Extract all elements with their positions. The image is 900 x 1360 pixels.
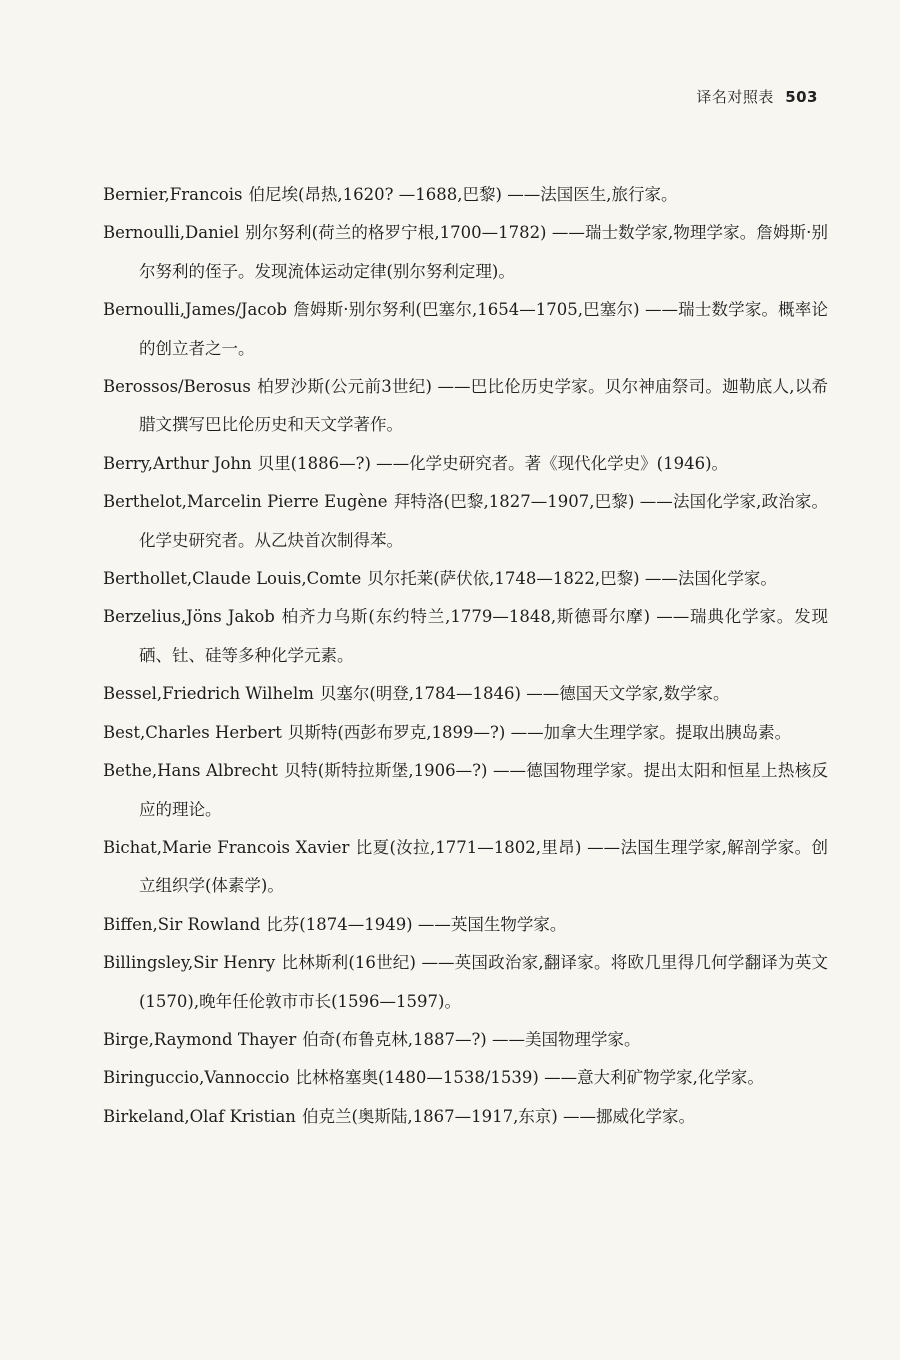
glossary-entry bbox=[103, 752, 828, 829]
entry-description: ——法国医生,旅行家。 bbox=[507, 185, 678, 204]
entry-description: ——英国政治家,翻译家。将欧几里得几何学翻译为英文(1570),晚年任伦敦市市长(1596—1597)。 bbox=[139, 953, 829, 1011]
glossary-entry bbox=[103, 214, 828, 291]
glossary-entry bbox=[103, 368, 828, 445]
entry-description: ——英国生物学家。 bbox=[417, 914, 567, 934]
entry-description: ——德国物理学家。提出太阳和恒星上热核反应的理论。 bbox=[139, 761, 828, 819]
entry-english-name: Birge,Raymond Thayer bbox=[103, 1029, 297, 1049]
entry-english-name: Berthelot,Marcelin Pierre Eugène bbox=[103, 492, 388, 512]
entry-description: ——巴比伦历史学家。贝尔神庙祭司。迦勒底人,以希腊文撰写巴比伦历史和天文学著作。 bbox=[139, 377, 829, 435]
entry-english-name: Best,Charles Herbert bbox=[103, 722, 282, 742]
entry-description: ——美国物理学家。 bbox=[492, 1029, 641, 1049]
entry-chinese-name: 贝塞尔(明登,1784—1846) bbox=[319, 684, 521, 704]
entry-description: ——瑞士数学家。概率论的创立者之一。 bbox=[139, 300, 829, 358]
entry-english-name: Bichat,Marie Francois Xavier bbox=[103, 837, 350, 857]
entry-english-name: Berossos/Berosus bbox=[103, 377, 251, 397]
glossary-entry bbox=[103, 483, 828, 560]
glossary-entry-list bbox=[103, 176, 828, 1136]
entry-english-name: Biringuccio,Vannoccio bbox=[103, 1068, 290, 1088]
entry-description: ——化学史研究者。著《现代化学史》(1946)。 bbox=[376, 453, 729, 473]
glossary-entry bbox=[103, 1021, 828, 1059]
glossary-entry bbox=[103, 829, 828, 906]
entry-chinese-name: 詹姆斯·别尔努利(巴塞尔,1654—1705,巴塞尔) bbox=[293, 300, 640, 320]
entry-chinese-name: 贝里(1886—?) bbox=[257, 453, 371, 473]
entry-chinese-name: 比林斯利(16世纪) bbox=[281, 953, 416, 973]
entry-english-name: Birkeland,Olaf Kristian bbox=[103, 1106, 296, 1126]
glossary-entry bbox=[103, 944, 828, 1021]
entry-chinese-name: 贝斯特(西彭布罗克,1899—?) bbox=[287, 722, 506, 742]
entry-english-name: Bernoulli,Daniel bbox=[103, 223, 240, 243]
entry-chinese-name: 别尔努利(荷兰的格罗宁根,1700—1782) bbox=[245, 223, 547, 243]
entry-chinese-name: 比林格塞奥(1480—1538/1539) bbox=[295, 1068, 539, 1088]
entry-chinese-name: 伯尼埃(昂热,1620? —1688,巴黎) bbox=[248, 185, 502, 204]
glossary-entry bbox=[103, 906, 828, 944]
entry-chinese-name: 柏罗沙斯(公元前3世纪) bbox=[256, 377, 432, 397]
entry-description: ——加拿大生理学家。提取出胰岛素。 bbox=[510, 722, 792, 742]
glossary-entry bbox=[103, 1098, 828, 1136]
entry-chinese-name: 伯克兰(奥斯陆,1867—1917,东京) bbox=[301, 1106, 558, 1126]
entry-chinese-name: 拜特洛(巴黎,1827—1907,巴黎) bbox=[393, 492, 635, 512]
entry-english-name: Berzelius,Jöns Jakob bbox=[103, 607, 275, 627]
glossary-entry bbox=[103, 598, 828, 675]
glossary-entry bbox=[103, 291, 828, 368]
entry-english-name: Berry,Arthur John bbox=[103, 453, 252, 473]
entry-chinese-name: 柏齐力乌斯(东约特兰,1779—1848,斯德哥尔摩) bbox=[280, 607, 651, 627]
glossary-entry bbox=[103, 176, 828, 214]
entry-description: ——意大利矿物学家,化学家。 bbox=[544, 1068, 764, 1088]
entry-description: ——德国天文学家,数学家。 bbox=[526, 684, 730, 704]
entry-english-name: Biffen,Sir Rowland bbox=[103, 914, 261, 934]
entry-chinese-name: 比芬(1874—1949) bbox=[266, 914, 413, 934]
glossary-entry bbox=[103, 714, 828, 752]
entry-english-name: Bernoulli,James/Jacob bbox=[103, 300, 288, 320]
entry-english-name: Bethe,Hans Albrecht bbox=[103, 761, 278, 781]
entry-chinese-name: 比夏(汝拉,1771—1802,里昂) bbox=[355, 837, 582, 857]
entry-description: ——瑞士数学家,物理学家。詹姆斯·别尔努利的侄子。发现流体运动定律(别尔努利定理)。 bbox=[139, 223, 828, 281]
entry-description: ——挪威化学家。 bbox=[563, 1106, 696, 1126]
running-header bbox=[696, 86, 818, 107]
entry-english-name: Berthollet,Claude Louis,Comte bbox=[103, 569, 362, 589]
entry-description: ——法国生理学家,解剖学家。创立组织学(体素学)。 bbox=[139, 837, 828, 896]
glossary-entry bbox=[103, 1059, 828, 1097]
entry-chinese-name: 伯奇(布鲁克林,1887—?) bbox=[302, 1029, 487, 1049]
glossary-entry bbox=[103, 675, 828, 713]
entry-chinese-name: 贝尔托莱(萨伏依,1748—1822,巴黎) bbox=[367, 569, 640, 589]
entry-english-name: Bessel,Friedrich Wilhelm bbox=[103, 684, 314, 704]
entry-description: ——法国化学家,政治家。化学史研究者。从乙炔首次制得苯。 bbox=[139, 492, 829, 550]
entry-chinese-name: 贝特(斯特拉斯堡,1906—?) bbox=[283, 761, 488, 781]
page-number: 503 bbox=[785, 88, 818, 106]
entry-english-name: Bernier,Francois bbox=[103, 185, 243, 204]
entry-description: ——瑞典化学家。发现硒、钍、硅等多种化学元素。 bbox=[139, 607, 828, 665]
entry-description: ——法国化学家。 bbox=[644, 569, 777, 589]
glossary-entry bbox=[103, 445, 828, 483]
entry-english-name: Billingsley,Sir Henry bbox=[103, 953, 276, 973]
glossary-entry bbox=[103, 560, 828, 598]
section-title: 译名对照表 bbox=[696, 88, 774, 106]
